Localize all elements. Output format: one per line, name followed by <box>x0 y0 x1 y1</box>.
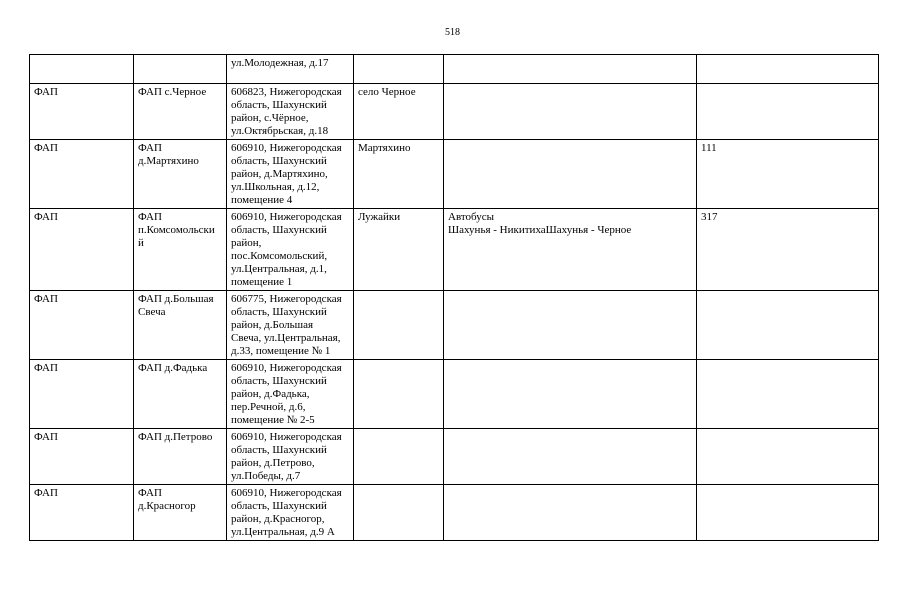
address-cell <box>227 291 354 360</box>
address-cell <box>227 55 354 84</box>
table-row <box>30 55 879 84</box>
transport-cell <box>444 209 697 291</box>
facility-type-cell <box>30 291 134 360</box>
address-line: ул.Центральная, д.9 А <box>231 526 335 538</box>
address-line: район, <box>231 237 262 249</box>
facility-name-cell <box>134 140 227 209</box>
address-line: 606910, Нижегородская <box>231 431 342 443</box>
facility-type-cell <box>30 429 134 485</box>
distance: 317 <box>701 211 718 223</box>
facility-type: ФАП <box>34 431 58 443</box>
facility-name-line: д.Мартяхино <box>138 155 199 167</box>
address-line: область, Шахунский <box>231 99 327 111</box>
transport-cell <box>444 360 697 429</box>
distance-cell <box>697 360 879 429</box>
facility-name-line: п.Комсомольски <box>138 224 215 236</box>
address-line: 606910, Нижегородская <box>231 211 342 223</box>
table-row <box>30 429 879 485</box>
facility-type-cell <box>30 84 134 140</box>
facility-name-cell <box>134 360 227 429</box>
address-line: область, Шахунский <box>231 224 327 236</box>
facility-name-line: ФАП д.Фадька <box>138 362 208 374</box>
facility-type-cell <box>30 55 134 84</box>
locality-cell <box>354 291 444 360</box>
table-row <box>30 140 879 209</box>
facility-name-line: ФАП <box>138 142 162 154</box>
transport-cell <box>444 84 697 140</box>
facilities-table <box>29 54 879 541</box>
address-cell <box>227 429 354 485</box>
address-line: 606823, Нижегородская <box>231 86 342 98</box>
address-line: Свеча, ул.Центральная, <box>231 332 341 344</box>
transport-cell <box>444 291 697 360</box>
facility-type-cell <box>30 360 134 429</box>
address-line: помещение 4 <box>231 194 293 206</box>
table-row <box>30 209 879 291</box>
transport-cell <box>444 485 697 541</box>
address-cell <box>227 84 354 140</box>
address-line: район, с.Чёрное, <box>231 112 309 124</box>
address-line: район, д.Красногор, <box>231 513 325 525</box>
address-cell <box>227 140 354 209</box>
address-line: область, Шахунский <box>231 155 327 167</box>
facility-name-line: ФАП <box>138 211 162 223</box>
transport-line: Шахунья - НикитихаШахунья - Черное <box>448 224 632 236</box>
facility-name-cell <box>134 429 227 485</box>
address-cell <box>227 485 354 541</box>
distance-cell <box>697 140 879 209</box>
distance-cell <box>697 84 879 140</box>
address-line: д.33, помещение № 1 <box>231 345 331 357</box>
facility-type: ФАП <box>34 293 58 305</box>
address-line: район, д.Фадька, <box>231 388 310 400</box>
address-line: район, д.Мартяхино, <box>231 168 328 180</box>
table-body <box>30 55 879 541</box>
transport-cell <box>444 140 697 209</box>
distance: 111 <box>701 142 717 154</box>
locality-cell <box>354 55 444 84</box>
address-line: 606775, Нижегородская <box>231 293 342 305</box>
address-line: область, Шахунский <box>231 500 327 512</box>
address-line: пер.Речной, д.6, <box>231 401 306 413</box>
address-cell <box>227 209 354 291</box>
locality-cell <box>354 84 444 140</box>
locality-cell <box>354 360 444 429</box>
address-line: ул.Октябрьская, д.18 <box>231 125 329 137</box>
address-line: 606910, Нижегородская <box>231 362 342 374</box>
address-line: пос.Комсомольский, <box>231 250 328 262</box>
distance-cell <box>697 429 879 485</box>
address-cell <box>227 360 354 429</box>
transport-line: Автобусы <box>448 211 494 223</box>
distance-cell <box>697 209 879 291</box>
table-row <box>30 84 879 140</box>
facility-name-line: ФАП <box>138 487 162 499</box>
facility-name-line: й <box>138 237 144 249</box>
distance-cell <box>697 55 879 84</box>
facility-type-cell <box>30 140 134 209</box>
facility-name-cell <box>134 84 227 140</box>
address-line: район, д.Большая <box>231 319 314 331</box>
table-row <box>30 360 879 429</box>
transport-cell <box>444 55 697 84</box>
locality: Мартяхино <box>358 142 411 154</box>
address-line: помещение 1 <box>231 276 293 288</box>
locality: Лужайки <box>358 211 401 223</box>
distance-cell <box>697 485 879 541</box>
address-line: область, Шахунский <box>231 375 327 387</box>
facility-name-line: ФАП с.Черное <box>138 86 207 98</box>
table-row <box>30 485 879 541</box>
facility-type: ФАП <box>34 487 58 499</box>
transport-cell <box>444 429 697 485</box>
address-line: ул.Центральная, д.1, <box>231 263 327 275</box>
facility-name-cell <box>134 291 227 360</box>
page-number: 518 <box>445 27 460 38</box>
facility-type: ФАП <box>34 362 58 374</box>
locality: село Черное <box>358 86 416 98</box>
locality-cell <box>354 140 444 209</box>
facility-name-line: д.Красногор <box>138 500 196 512</box>
facility-name-line: ФАП д.Петрово <box>138 431 213 443</box>
address-line: 606910, Нижегородская <box>231 142 342 154</box>
address-line: область, Шахунский <box>231 444 327 456</box>
locality-cell <box>354 209 444 291</box>
address-line: помещение № 2-5 <box>231 414 315 426</box>
locality-cell <box>354 429 444 485</box>
facility-type-cell <box>30 209 134 291</box>
facility-name-cell <box>134 55 227 84</box>
address-line: область, Шахунский <box>231 306 327 318</box>
distance-cell <box>697 291 879 360</box>
facility-name-cell <box>134 485 227 541</box>
address-line: ул.Молодежная, д.17 <box>231 57 329 69</box>
facility-type: ФАП <box>34 142 58 154</box>
address-line: ул.Победы, д.7 <box>231 470 301 482</box>
facility-name-line: Свеча <box>138 306 166 318</box>
address-line: район, д.Петрово, <box>231 457 315 469</box>
facility-name-line: ФАП д.Большая <box>138 293 214 305</box>
facility-type: ФАП <box>34 211 58 223</box>
locality-cell <box>354 485 444 541</box>
address-line: ул.Школьная, д.12, <box>231 181 320 193</box>
facility-name-cell <box>134 209 227 291</box>
table-row <box>30 291 879 360</box>
facility-type: ФАП <box>34 86 58 98</box>
facility-type-cell <box>30 485 134 541</box>
address-line: 606910, Нижегородская <box>231 487 342 499</box>
